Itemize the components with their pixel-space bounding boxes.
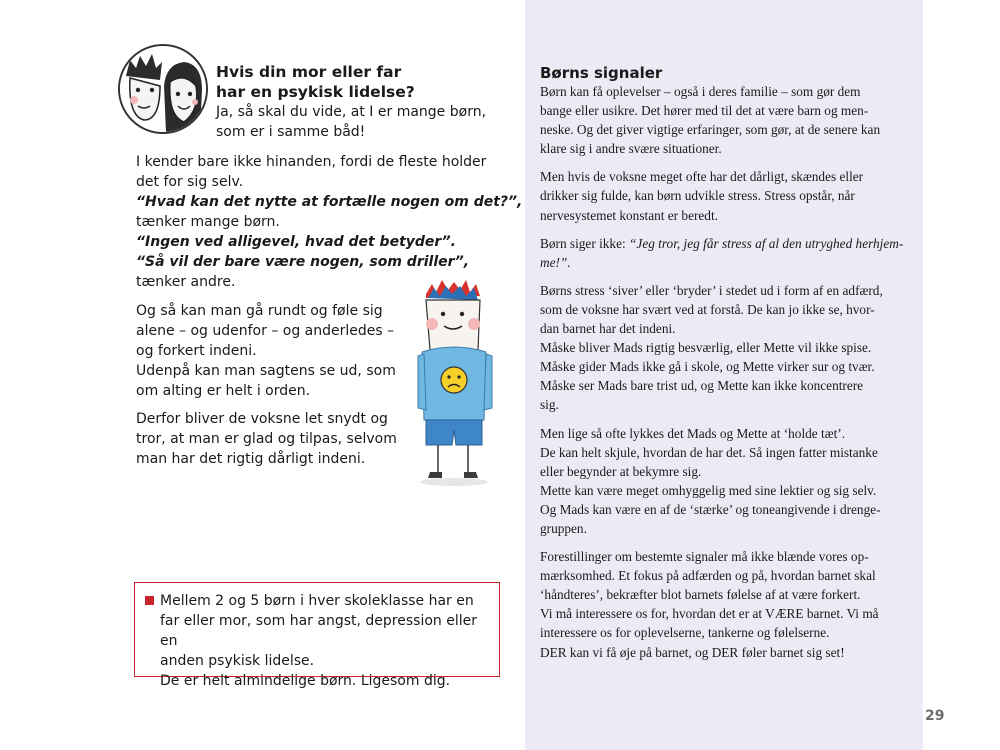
text-line: Og så kan man gå rundt og føle sig [136,303,383,319]
fact-line: far eller mor, som har angst, depression eller en [160,613,477,649]
paragraph: Børn siger ikke: “Jeg tror, jeg får stress af al den utryghed herhjem- me!”. [540,235,904,270]
text-line: tænker mange børn. [136,214,280,230]
page-subheading [216,102,506,142]
text-line: man har det rigtig dårligt indeni. [136,451,366,467]
heading-line: Hvis din mor eller far [216,63,402,81]
text-line: I kender bare ikke hinanden, fordi de fleste holder [136,154,487,170]
heading-line: har en psykisk lidelse? [216,83,415,101]
fact-line: De er helt almindelige børn. Ligesom dig. [160,673,451,689]
text-line: det for sig selv. [136,174,244,190]
text-line: Derfor bliver de voksne let snydt og [136,411,388,427]
page-number: 29 [925,708,945,724]
adults-fooled-paragraph [136,409,406,469]
red-bullet-icon [145,596,154,605]
paragraph: Børn kan få oplevelser – også i deres familie – som gør dem bange eller usikre. Det hører med til det at være barn og men- neske. Og det giver vigtige erfaringer, som gør, at de senere kan klare sig i andre svære situationer. [540,84,881,157]
section-title: Børns signaler [540,64,663,82]
quote-line: “Ingen ved alligevel, hvad det betyder”. [136,234,456,250]
feelings-paragraph [136,301,396,401]
text-line: alene – og udenfor – og anderledes – [136,323,395,339]
paragraph: Men hvis de voksne meget ofte har det dårligt, skændes eller drikker sig fulde, kan børn udvikle stress. Stress opstår, når nervesystemet konstant er beredt. [540,169,864,223]
paragraph: Børns stress ‘siver’ eller ‘bryder’ i stedet ud i form af en adfærd, som de voksne har svært ved at forstå. De kan jo ikke se, hvor- dan barnet har det indeni. Måske bliver Mads rigtig besværlig, eller Mette vil ikke spise. Måske gider Mads ikke gå i skole, og Mette virker sur og tvær. Måske ser Mads bare trist ud, og Mette kan ikke koncentrere sig. [540,282,883,413]
children-faces-illustration [118,44,208,134]
text-line: tænker andre. [136,274,236,290]
page-heading [216,62,496,102]
text-line: tror, at man er glad og tilpas, selvom [136,431,397,447]
quote-line: “Hvad kan det nytte at fortælle nogen om det?”, [136,194,523,210]
intro-paragraph [136,152,523,292]
paragraph: Men lige så ofte lykkes det Mads og Mette at ‘holde tæt’. De kan helt skjule, hvordan de har det. Så ingen fatter mistanke eller begynder at bekymre sig. Mette kan være meget omhyggelig med sine lektier og sig selv. Og Mads kan være en af de ‘stærke’ og toneangivende i drenge- gruppen. [540,425,881,536]
text-line: om alting er helt i orden. [136,383,311,399]
subheading-line: Ja, så skal du vide, at I er mange børn, [216,104,487,120]
text-line: og forkert indeni. [136,343,257,359]
signals-body [540,82,908,671]
fact-line-first: Mellem 2 og 5 børn i hver skoleklasse har en [145,591,489,611]
paragraph: Forestillinger om bestemte signaler må ikke blænde vores op- mærksomhed. Et fokus på adfærden og på, hvordan barnet skal ‘håndteres’, bekræfter blot barnets følelse af at være forkert. Vi må interessere os for, hvordan det er at VÆRE barnet. Vi må interessere os for oplevelserne, tankerne og følelserne. DER kan vi få øje på barnet, og DER føler barnet sig set! [540,549,879,660]
quote-line: “Så vil der bare være nogen, som driller”, [136,254,470,270]
sad-boy-illustration [410,280,500,490]
text-line: Udenpå kan man sagtens se ud, som [136,363,396,379]
fact-line: anden psykisk lidelse. [160,653,315,669]
fact-box [134,582,500,689]
subheading-line: som er i samme båd! [216,124,366,140]
